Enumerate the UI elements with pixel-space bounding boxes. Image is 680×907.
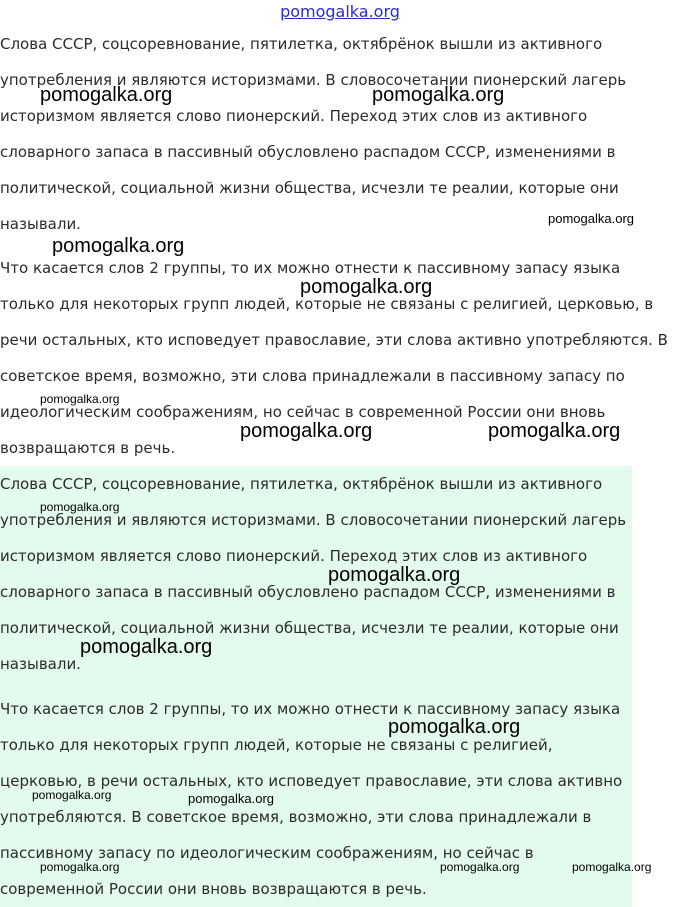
watermark: pomogalka.org — [40, 84, 173, 106]
watermark: pomogalka.org — [188, 791, 274, 806]
question-paragraph-1: Слова СССР, соцсоревнование, пятилетка, октябрёнок вышли из активного употребления и являются историзмами. В словосочетании пионерский лагерь историзмом является слово пионерский. Переход этих слов из активного словарного запаса в пассивный обусловлено распадом СССР, изменениями в политической, социальной жизни общества, исчезли те реалии, которые они называли. — [0, 35, 627, 233]
watermark: pomogalka.org — [32, 788, 112, 802]
watermark: pomogalka.org — [300, 276, 433, 298]
answer-paragraph-1: Слова СССР, соцсоревнование, пятилетка, октябрёнок вышли из активного употребления и являются историзмами. В словосочетании пионерский лагерь историзмом является слово пионерский. Переход этих слов из активного словарного запаса в пассивный обусловлено распадом СССР, изменениями в политической, социальной жизни общества, исчезли те реалии, которые они называли. — [0, 475, 627, 673]
watermark: pomogalka.org — [52, 235, 185, 257]
watermark: pomogalka.org — [40, 860, 120, 874]
watermark: pomogalka.org — [40, 392, 120, 406]
watermark: pomogalka.org — [80, 636, 213, 658]
site-link[interactable]: pomogalka.org — [280, 2, 400, 21]
watermark: pomogalka.org — [240, 420, 373, 442]
watermark: pomogalka.org — [40, 500, 120, 514]
answer-paragraph-2: Что касается слов 2 группы, то их можно отнести к пассивному запасу языка только для некоторых групп людей, которые не связаны с религией, церковью, в речи остальных, кто исповедует православие, эти слова активно употребляются. В советское время, возможно, эти слова принадлежали в пассивному запасу по идеологическим соображениям, но сейчас в современной России они вновь возвращаются в речь. — [0, 700, 623, 898]
watermark: pomogalka.org — [328, 564, 461, 586]
watermark: pomogalka.org — [372, 84, 505, 106]
question-paragraph-2: Что касается слов 2 группы, то их можно отнести к пассивному запасу языка только для некоторых групп людей, которые не связаны с религией, церковью, в речи остальных, кто исповедует православие, эти слова активно употребляются. В советское время, возможно, эти слова принадлежали в пассивному запасу по идеологическим соображениям, но сейчас в современной России они вновь возвращаются в речь. — [0, 259, 668, 457]
watermark: pomogalka.org — [548, 211, 634, 226]
watermark: pomogalka.org — [388, 716, 521, 738]
watermark: pomogalka.org — [572, 860, 652, 874]
watermark: pomogalka.org — [440, 860, 520, 874]
watermark: pomogalka.org — [488, 420, 621, 442]
